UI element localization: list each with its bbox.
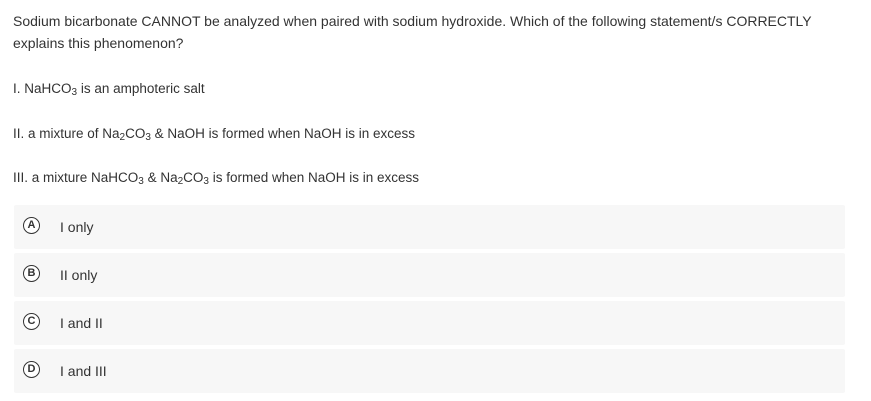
statement-3-text: is formed when NaOH is in excess bbox=[208, 170, 420, 185]
subscript: 3 bbox=[203, 176, 209, 187]
option-d-letter-badge: D bbox=[23, 361, 40, 378]
option-a-letter-badge: A bbox=[23, 217, 40, 234]
subscript: 3 bbox=[71, 87, 78, 98]
subscript: 3 bbox=[145, 132, 151, 143]
subscript: 2 bbox=[119, 132, 126, 143]
statement-3-text: III. a mixture NaHCO bbox=[13, 170, 139, 185]
option-d[interactable] bbox=[14, 349, 845, 393]
statement-1 bbox=[13, 79, 205, 99]
statement-3 bbox=[13, 168, 419, 188]
option-b-label: II only bbox=[60, 267, 98, 283]
option-a[interactable] bbox=[14, 205, 845, 249]
option-b[interactable] bbox=[14, 253, 845, 297]
subscript: 2 bbox=[177, 176, 184, 187]
statement-2-text: & NaOH is formed when NaOH is in excess bbox=[150, 126, 416, 141]
option-c[interactable] bbox=[14, 301, 845, 345]
statement-3-text: & Na bbox=[143, 170, 178, 185]
statement-1-text: is an amphoteric salt bbox=[77, 81, 205, 96]
option-d-label: I and III bbox=[60, 363, 107, 379]
statement-1-text: I. NaHCO bbox=[13, 81, 72, 96]
option-c-label: I and II bbox=[60, 315, 103, 331]
statement-2-text: II. a mixture of Na bbox=[13, 126, 120, 141]
subscript: 3 bbox=[138, 176, 144, 187]
statement-2-text: CO bbox=[125, 126, 146, 141]
option-b-letter-badge: B bbox=[23, 265, 40, 282]
option-c-letter-badge: C bbox=[23, 313, 40, 330]
statement-2 bbox=[13, 124, 415, 144]
question-text: Sodium bicarbonate CANNOT be analyzed when paired with sodium hydroxide. Which of the following statement/s CORRECTLY explains this phenomenon? bbox=[13, 13, 812, 51]
option-a-label: I only bbox=[60, 219, 94, 235]
statement-3-text: CO bbox=[183, 170, 204, 185]
